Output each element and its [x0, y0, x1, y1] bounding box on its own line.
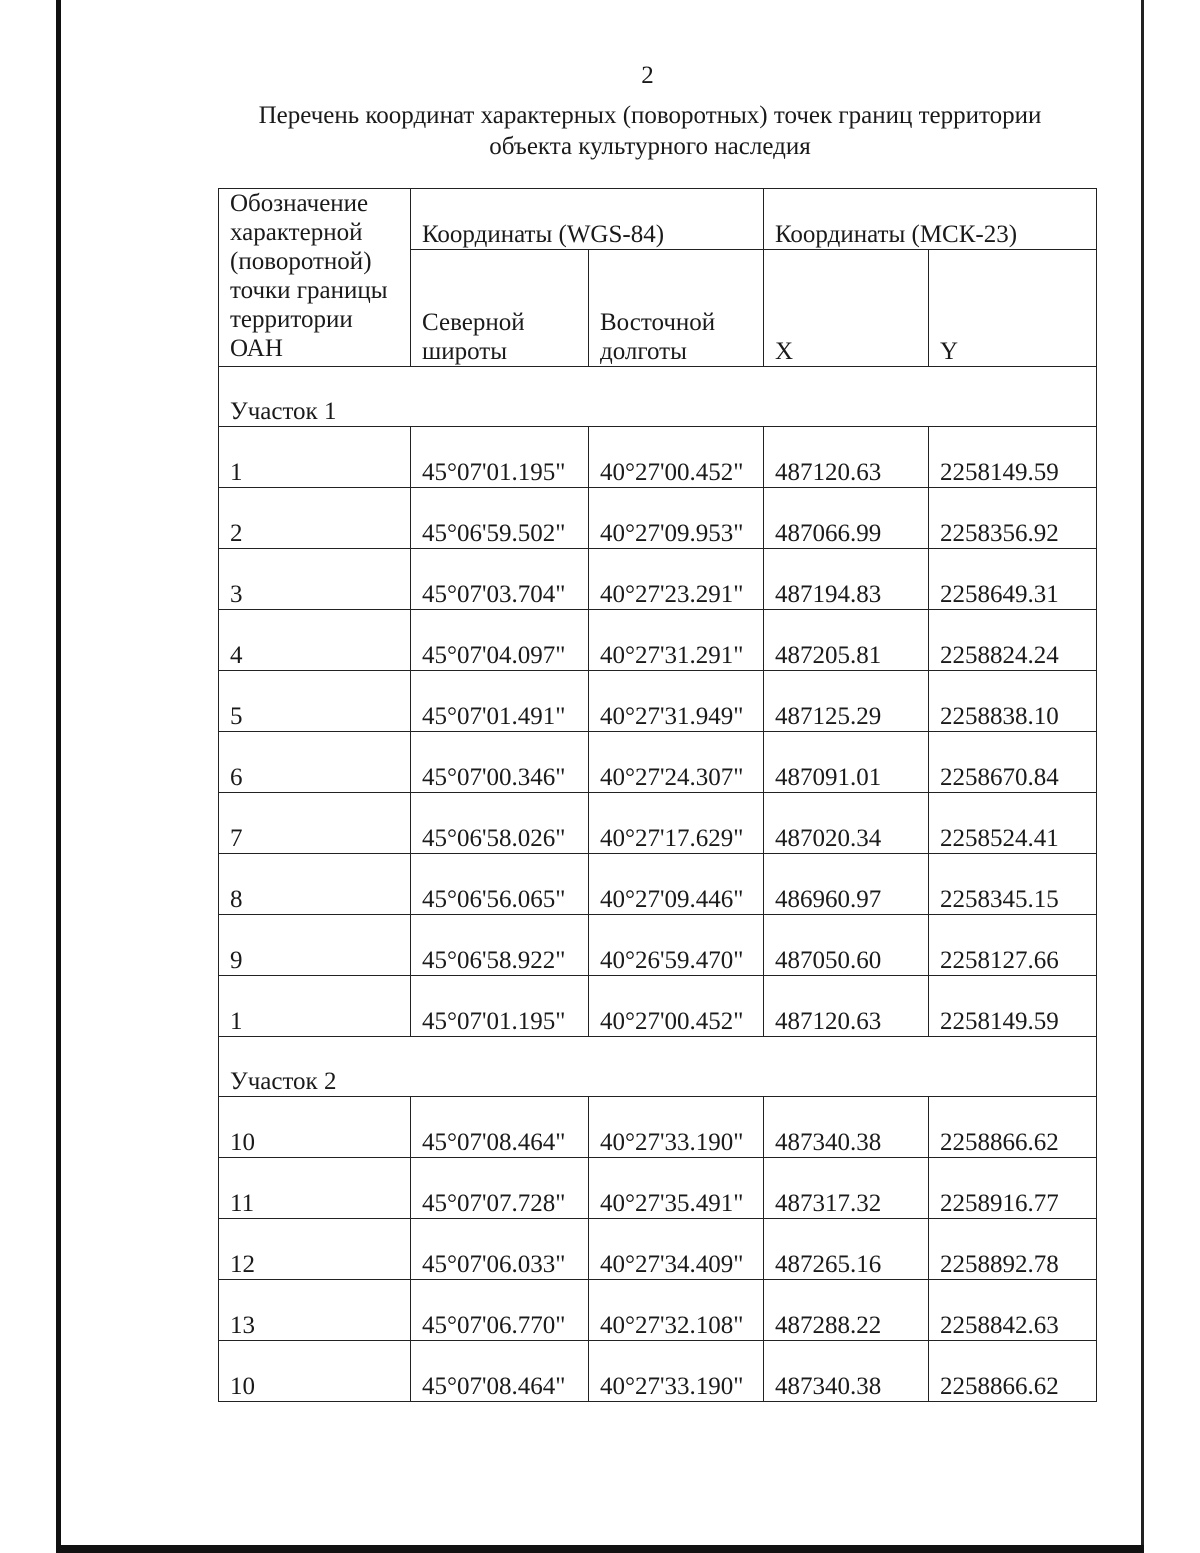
table-row	[219, 427, 1097, 488]
header-wgs84: Координаты (WGS-84)	[411, 189, 764, 250]
x-coordinate: 487020.34	[764, 793, 929, 854]
point-number: 7	[219, 793, 411, 854]
header-x: X	[764, 250, 929, 367]
east-longitude: 40°27'00.452"	[589, 427, 764, 488]
east-longitude: 40°27'33.190"	[589, 1097, 764, 1158]
x-coordinate: 487288.22	[764, 1280, 929, 1341]
section-row	[219, 1037, 1097, 1097]
x-coordinate: 487120.63	[764, 976, 929, 1037]
y-coordinate: 2258866.62	[929, 1097, 1097, 1158]
header-designation: Обозначение характерной (поворотной) точки границы территории ОАН	[219, 189, 411, 367]
east-longitude: 40°27'31.291"	[589, 610, 764, 671]
north-latitude: 45°07'01.195"	[411, 976, 589, 1037]
north-latitude: 45°07'03.704"	[411, 549, 589, 610]
point-number: 1	[219, 427, 411, 488]
north-latitude: 45°07'04.097"	[411, 610, 589, 671]
y-coordinate: 2258670.84	[929, 732, 1097, 793]
north-latitude: 45°07'08.464"	[411, 1097, 589, 1158]
x-coordinate: 487194.83	[764, 549, 929, 610]
east-longitude: 40°27'34.409"	[589, 1219, 764, 1280]
scan-edge-left	[56, 0, 61, 1553]
section-name: Участок 2	[219, 1037, 1097, 1097]
y-coordinate: 2258356.92	[929, 488, 1097, 549]
x-coordinate: 487125.29	[764, 671, 929, 732]
north-latitude: 45°06'58.026"	[411, 793, 589, 854]
y-coordinate: 2258838.10	[929, 671, 1097, 732]
east-longitude: 40°27'17.629"	[589, 793, 764, 854]
table-row	[219, 1158, 1097, 1219]
table-row	[219, 1341, 1097, 1402]
y-coordinate: 2258866.62	[929, 1341, 1097, 1402]
header-msk23: Координаты (МСК-23)	[764, 189, 1097, 250]
x-coordinate: 487317.32	[764, 1158, 929, 1219]
east-longitude: 40°27'09.953"	[589, 488, 764, 549]
y-coordinate: 2258842.63	[929, 1280, 1097, 1341]
x-coordinate: 487066.99	[764, 488, 929, 549]
title-line-1: Перечень координат характерных (поворотных) точек границ территории	[258, 102, 1042, 129]
table-row	[219, 1097, 1097, 1158]
point-number: 12	[219, 1219, 411, 1280]
north-latitude: 45°07'06.033"	[411, 1219, 589, 1280]
east-longitude: 40°27'35.491"	[589, 1158, 764, 1219]
header-y: Y	[929, 250, 1097, 367]
point-number: 13	[219, 1280, 411, 1341]
x-coordinate: 487120.63	[764, 427, 929, 488]
y-coordinate: 2258149.59	[929, 976, 1097, 1037]
header-row-top	[219, 189, 1097, 250]
y-coordinate: 2258824.24	[929, 610, 1097, 671]
east-longitude: 40°27'09.446"	[589, 854, 764, 915]
east-longitude: 40°27'23.291"	[589, 549, 764, 610]
x-coordinate: 487340.38	[764, 1341, 929, 1402]
table-row	[219, 854, 1097, 915]
x-coordinate: 486960.97	[764, 854, 929, 915]
y-coordinate: 2258916.77	[929, 1158, 1097, 1219]
table-row	[219, 1219, 1097, 1280]
table-row	[219, 1280, 1097, 1341]
north-latitude: 45°07'07.728"	[411, 1158, 589, 1219]
point-number: 8	[219, 854, 411, 915]
point-number: 4	[219, 610, 411, 671]
point-number: 10	[219, 1097, 411, 1158]
title-line-2: объекта культурного наследия	[489, 133, 811, 160]
header-north-lat: Северной широты	[411, 250, 589, 367]
x-coordinate: 487091.01	[764, 732, 929, 793]
document-title	[220, 100, 1080, 162]
east-longitude: 40°27'24.307"	[589, 732, 764, 793]
point-number: 3	[219, 549, 411, 610]
north-latitude: 45°06'58.922"	[411, 915, 589, 976]
north-latitude: 45°07'00.346"	[411, 732, 589, 793]
table-row	[219, 915, 1097, 976]
scan-edge-right	[1141, 0, 1144, 1553]
table-row	[219, 793, 1097, 854]
table-row	[219, 488, 1097, 549]
coordinates-table-body	[219, 189, 1097, 1402]
header-east-lon: Восточной долготы	[589, 250, 764, 367]
y-coordinate: 2258524.41	[929, 793, 1097, 854]
y-coordinate: 2258345.15	[929, 854, 1097, 915]
coordinates-table	[218, 188, 1097, 1402]
y-coordinate: 2258649.31	[929, 549, 1097, 610]
table-row	[219, 976, 1097, 1037]
section-name: Участок 1	[219, 367, 1097, 427]
east-longitude: 40°27'33.190"	[589, 1341, 764, 1402]
page-number: 2	[641, 62, 654, 89]
point-number: 10	[219, 1341, 411, 1402]
table-row	[219, 610, 1097, 671]
x-coordinate: 487265.16	[764, 1219, 929, 1280]
east-longitude: 40°27'31.949"	[589, 671, 764, 732]
x-coordinate: 487205.81	[764, 610, 929, 671]
table-row	[219, 671, 1097, 732]
y-coordinate: 2258892.78	[929, 1219, 1097, 1280]
y-coordinate: 2258127.66	[929, 915, 1097, 976]
point-number: 5	[219, 671, 411, 732]
x-coordinate: 487050.60	[764, 915, 929, 976]
scan-edge-bottom	[56, 1545, 1144, 1553]
east-longitude: 40°27'00.452"	[589, 976, 764, 1037]
east-longitude: 40°27'32.108"	[589, 1280, 764, 1341]
x-coordinate: 487340.38	[764, 1097, 929, 1158]
table-row	[219, 549, 1097, 610]
section-row	[219, 367, 1097, 427]
point-number: 2	[219, 488, 411, 549]
east-longitude: 40°26'59.470"	[589, 915, 764, 976]
north-latitude: 45°06'56.065"	[411, 854, 589, 915]
north-latitude: 45°07'08.464"	[411, 1341, 589, 1402]
y-coordinate: 2258149.59	[929, 427, 1097, 488]
point-number: 6	[219, 732, 411, 793]
north-latitude: 45°07'01.195"	[411, 427, 589, 488]
point-number: 11	[219, 1158, 411, 1219]
table-row	[219, 732, 1097, 793]
north-latitude: 45°07'01.491"	[411, 671, 589, 732]
point-number: 1	[219, 976, 411, 1037]
north-latitude: 45°07'06.770"	[411, 1280, 589, 1341]
north-latitude: 45°06'59.502"	[411, 488, 589, 549]
point-number: 9	[219, 915, 411, 976]
